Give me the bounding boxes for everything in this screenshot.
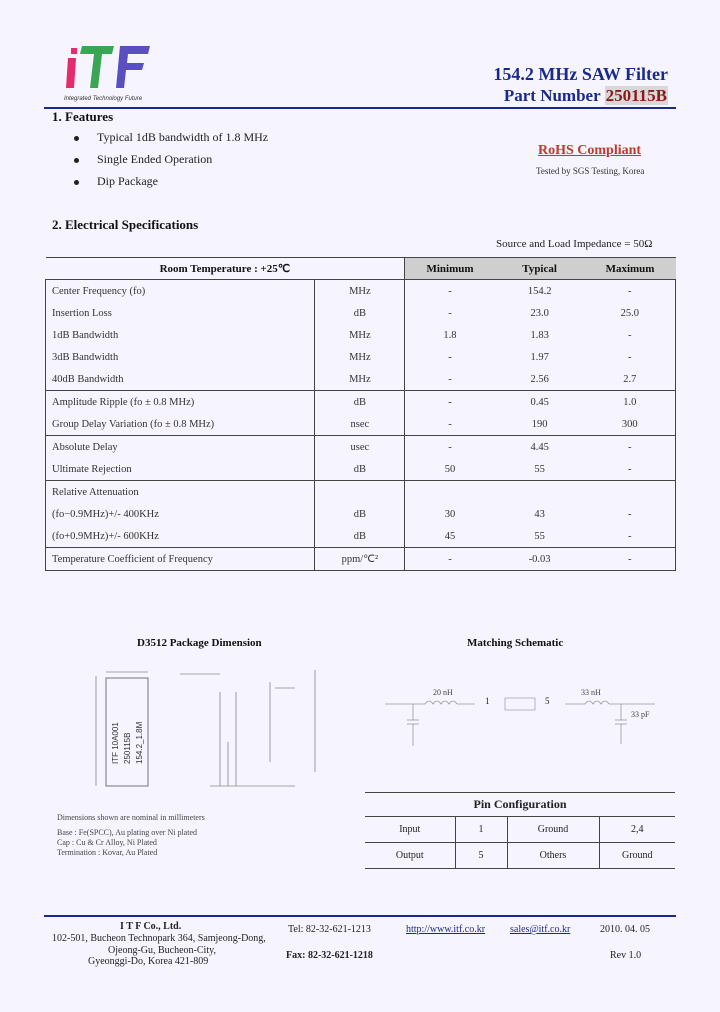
package-drawing <box>60 662 330 812</box>
marking-line: 154.2_1.8M <box>135 721 144 764</box>
typ-cell: 190 <box>531 418 548 430</box>
fax: Fax: 82-32-621-1218 <box>286 950 373 961</box>
param-cell: Absolute Delay <box>46 436 315 459</box>
logo-tagline: Integrated Technology Future <box>64 96 143 102</box>
typ-cell: -0.03 <box>495 548 585 571</box>
typ-cell: 154.2 <box>495 280 585 303</box>
max-cell <box>585 481 676 504</box>
param-cell: 3dB Bandwidth <box>46 346 315 368</box>
website-link[interactable]: http://www.itf.co.kr <box>406 924 486 935</box>
spec-row <box>46 391 676 414</box>
spec-row <box>46 503 676 525</box>
inductor-label: 20 nH <box>433 688 453 697</box>
spec-table <box>45 257 676 571</box>
spec-header-row <box>46 258 676 280</box>
typ-cell: 23.0 <box>530 307 549 319</box>
spec-row <box>46 548 676 571</box>
max-cell: 2.7 <box>585 368 676 391</box>
rohs-badge: RoHS Compliant <box>538 143 642 158</box>
feature-item: Single Ended Operation <box>74 152 212 167</box>
unit-cell: dB <box>315 458 405 481</box>
param-cell: Insertion Loss <box>46 302 315 324</box>
pin-name: Output <box>365 843 455 869</box>
spec-row <box>46 368 676 391</box>
min-cell: - <box>448 373 452 385</box>
electrical-heading: 2. Electrical Specifications <box>52 217 199 232</box>
unit-cell <box>315 481 405 504</box>
doc-date: 2010. 04. 05 <box>600 924 650 935</box>
unit-cell: ppm/℃² <box>315 548 405 571</box>
unit-cell: MHz <box>315 368 405 391</box>
min-cell: 1.8 <box>443 329 457 341</box>
room-temp-label: Room Temperature : +25℃ <box>46 258 405 280</box>
package-note: Base : Fe(SPCC), Au plating over Ni plated <box>57 828 197 837</box>
param-cell: (fo+0.9MHz)+/- 600KHz <box>46 525 315 548</box>
pin-number: 5 <box>455 843 507 869</box>
min-cell: 30 <box>444 508 456 520</box>
address-line: 102-501, Bucheon Technopark 364, Samjeong-Dong, <box>52 933 266 944</box>
tested-note: Tested by SGS Testing, Korea <box>536 166 645 176</box>
marking-line: 250115B <box>123 732 132 764</box>
footer-divider <box>44 915 676 917</box>
pin-number: 2,4 <box>599 817 675 843</box>
pin-config-title: Pin Configuration <box>365 793 675 817</box>
typ-cell: 2.56 <box>530 373 549 385</box>
spec-row <box>46 324 676 346</box>
max-cell: - <box>585 280 676 303</box>
param-cell: Group Delay Variation (fo ± 0.8 MHz) <box>46 413 315 436</box>
pin-number: Ground <box>599 843 675 869</box>
package-title: D3512 Package Dimension <box>137 637 262 649</box>
min-cell: - <box>405 280 495 303</box>
min-cell: - <box>448 351 452 363</box>
spec-row <box>46 458 676 481</box>
typ-cell: 4.45 <box>495 436 585 459</box>
feature-item: Dip Package <box>74 174 158 189</box>
max-cell: - <box>585 525 676 548</box>
typ-cell: 1.83 <box>530 329 549 341</box>
doc-revision: Rev 1.0 <box>610 950 642 961</box>
param-cell: 1dB Bandwidth <box>46 324 315 346</box>
spec-row <box>46 302 676 324</box>
impedance-note: Source and Load Impedance = 50Ω <box>496 238 653 250</box>
email-link[interactable]: sales@itf.co.kr <box>510 924 571 935</box>
marking-line: ITF 10A001 <box>111 722 120 764</box>
package-note: Dimensions shown are nominal in millimeters <box>57 813 205 822</box>
pin-name: Ground <box>507 817 599 843</box>
param-cell: Ultimate Rejection <box>46 458 315 481</box>
col-typical: Typical <box>495 258 585 280</box>
param-cell: (fo−0.9MHz)+/- 400KHz <box>46 503 315 525</box>
unit-cell: nsec <box>315 413 405 436</box>
typ-cell: 55 <box>534 530 545 542</box>
pin-label: 1 <box>485 696 490 706</box>
unit-cell: dB <box>315 503 405 525</box>
min-cell: - <box>448 418 452 430</box>
tel: Tel: 82-32-621-1213 <box>288 924 371 935</box>
min-cell <box>405 481 495 504</box>
pin-label: 5 <box>545 696 550 706</box>
capacitor-label: 33 pF <box>631 710 650 719</box>
spec-row <box>46 413 676 436</box>
unit-cell: dB <box>315 302 405 324</box>
header-divider <box>44 107 676 109</box>
itf-logo <box>62 38 162 104</box>
spec-row <box>46 280 676 303</box>
typ-cell: 0.45 <box>495 391 585 414</box>
max-cell: - <box>585 324 676 346</box>
page-title: 154.2 MHz SAW Filter <box>493 64 668 84</box>
matching-title: Matching Schematic <box>467 637 564 649</box>
max-cell: 25.0 <box>585 302 676 324</box>
address-line: Ojeong-Gu, Bucheon-City, <box>108 945 216 956</box>
max-cell: - <box>585 503 676 525</box>
unit-cell: MHz <box>315 346 405 368</box>
max-cell: - <box>585 458 676 481</box>
spec-row <box>46 481 676 504</box>
min-cell: 45 <box>444 530 456 542</box>
pin-name: Others <box>507 843 599 869</box>
pin-table <box>365 792 675 869</box>
package-note: Cap : Cu & Cr Alloy, Ni Plated <box>57 838 157 847</box>
pin-row <box>365 843 675 869</box>
min-cell: - <box>405 436 495 459</box>
typ-cell: 1.97 <box>530 351 549 363</box>
max-cell: - <box>585 346 676 368</box>
unit-cell: MHz <box>315 324 405 346</box>
pin-row <box>365 817 675 843</box>
feature-item: Typical 1dB bandwidth of 1.8 MHz <box>74 130 268 145</box>
max-cell: 1.0 <box>585 391 676 414</box>
param-cell: Amplitude Ripple (fo ± 0.8 MHz) <box>46 391 315 414</box>
spec-row <box>46 436 676 459</box>
min-cell: - <box>405 391 495 414</box>
pin-number: 1 <box>455 817 507 843</box>
part-number: Part Number 250115B <box>503 86 667 105</box>
address-line: Gyeonggi-Do, Korea 421-809 <box>88 956 209 967</box>
min-cell: - <box>448 307 452 319</box>
unit-cell: MHz <box>315 280 405 303</box>
typ-cell: 55 <box>534 463 545 475</box>
min-cell: 50 <box>444 463 456 475</box>
features-heading: 1. Features <box>52 109 114 124</box>
part-number-value: 250115B <box>605 86 667 105</box>
param-cell: Relative Attenuation <box>46 481 315 504</box>
matching-schematic <box>365 680 675 760</box>
spec-row <box>46 525 676 548</box>
inductor-label: 33 nH <box>581 688 601 697</box>
param-cell: Center Frequency (fo) <box>46 280 315 303</box>
package-marking <box>110 722 146 764</box>
max-cell: - <box>585 548 676 571</box>
min-cell: - <box>405 548 495 571</box>
col-maximum: Maximum <box>585 258 676 280</box>
spec-row <box>46 346 676 368</box>
pin-name: Input <box>365 817 455 843</box>
unit-cell: dB <box>315 525 405 548</box>
param-cell: Temperature Coefficient of Frequency <box>46 548 315 571</box>
package-note: Termination : Kovar, Au Plated <box>57 848 158 857</box>
typ-cell: 43 <box>534 508 545 520</box>
max-cell: 300 <box>585 413 676 436</box>
unit-cell: usec <box>315 436 405 459</box>
col-minimum: Minimum <box>405 258 495 280</box>
typ-cell <box>495 481 585 504</box>
unit-cell: dB <box>315 391 405 414</box>
max-cell: - <box>585 436 676 459</box>
param-cell: 40dB Bandwidth <box>46 368 315 391</box>
company-name: I T F Co., Ltd. <box>120 921 182 932</box>
